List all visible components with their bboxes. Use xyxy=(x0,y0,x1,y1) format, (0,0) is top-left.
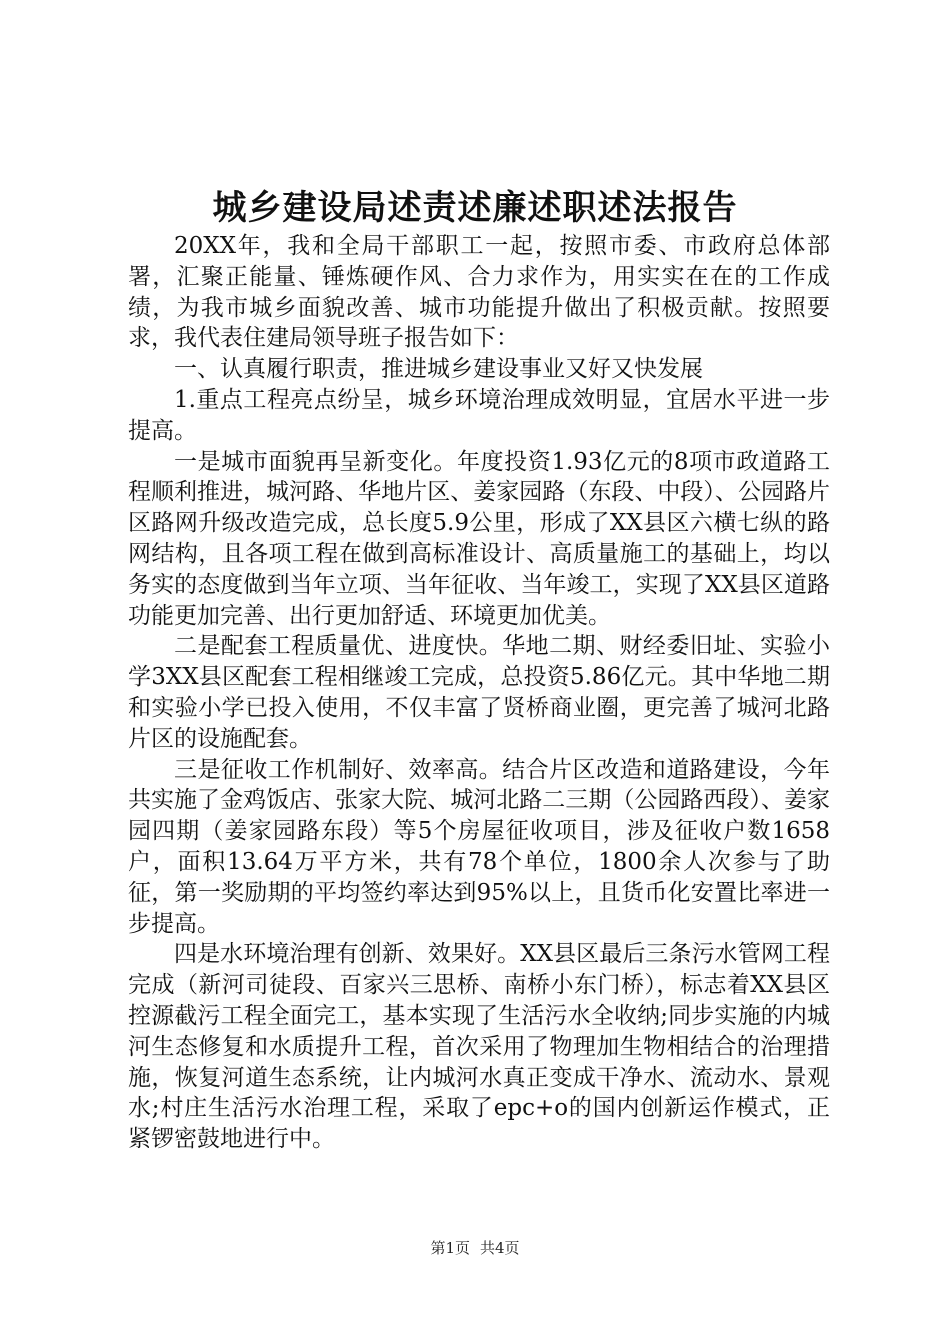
document-body xyxy=(128,231,830,1155)
intro-paragraph: 20XX年，我和全局干部职工一起，按照市委、市政府总体部署，汇聚正能量、锤炼硬作风、合力求作为，用实实在在的工作成绩，为我市城乡面貌改善、城市功能提升做出了积极贡献。按照要求，我代表住建局领导班子报告如下： xyxy=(128,233,830,352)
body-paragraph: 四是水环境治理有创新、效果好。XX县区最后三条污水管网工程完成（新河司徒段、百家兴三思桥、南桥小东门桥），标志着XX县区控源截污工程全面完工，基本实现了生活污水全收纳;同步实施的内城河生态修复和水质提升工程，首次采用了物理加生物相结合的治理措施，恢复河道生态系统，让内城河水真正变成干净水、流动水、景观水;村庄生活污水治理工程，采取了epc+o的国内创新运作模式，正紧锣密鼓地进行中。 xyxy=(128,941,830,1153)
body-paragraph: 二是配套工程质量优、进度快。华地二期、财经委旧址、实验小学3XX县区配套工程相继竣工完成，总投资5.86亿元。其中华地二期和实验小学已投入使用，不仅丰富了贤桥商业圈，更完善了城河北路片区的设施配套。 xyxy=(128,633,830,752)
page-number: 第1页 xyxy=(430,1239,470,1257)
page-footer xyxy=(0,1238,950,1258)
section-heading: 一、认真履行职责，推进城乡建设事业又好又快发展 xyxy=(174,356,703,383)
page-total: 共4页 xyxy=(480,1239,520,1257)
document-title: 城乡建设局述责述廉述职述法报告 xyxy=(212,188,738,228)
body-paragraph: 三是征收工作机制好、效率高。结合片区改造和道路建设，今年共实施了金鸡饭店、张家大院、城河北路二三期（公园路西段）、姜家园四期（姜家园路东段）等5个房屋征收项目，涉及征收户数1658户，面积13.64万平方米，共有78个单位，1800余人次参与了助征，第一奖励期的平均签约率达到95%以上，且货币化安置比率进一步提高。 xyxy=(128,756,830,937)
body-paragraph: 一是城市面貌再呈新变化。年度投资1.93亿元的8项市政道路工程顺利推进，城河路、华地片区、姜家园路（东段、中段）、公园路片区路网升级改造完成，总长度5.9公里，形成了XX县区六横七纵的路网结构，且各项工程在做到高标准设计、高质量施工的基础上，均以务实的态度做到当年立项、当年征收、当年竣工，实现了XX县区道路功能更加完善、出行更加舒适、环境更加优美。 xyxy=(128,448,830,629)
subsection-heading: 1.重点工程亮点纷呈，城乡环境治理成效明显，宜居水平进一步提高。 xyxy=(128,386,830,444)
